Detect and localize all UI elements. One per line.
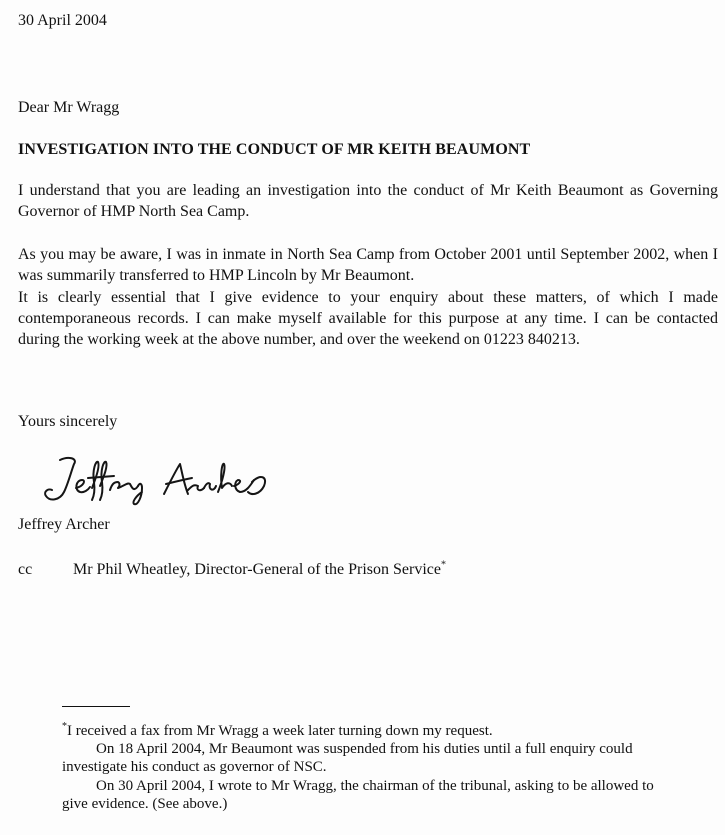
salutation: Dear Mr Wragg	[18, 99, 120, 116]
cc-label: cc	[18, 561, 33, 578]
signer-name: Jeffrey Archer	[18, 516, 110, 533]
letter-date: 30 April 2004	[18, 12, 107, 29]
footnote-marker: *	[441, 559, 447, 571]
handwritten-signature	[38, 452, 278, 508]
paragraph-1: I understand that you are leading an investigation into the conduct of Mr Keith Beaumont as Governing Governor of HMP North Sea Camp.	[18, 182, 718, 220]
footnote-line-1	[62, 718, 662, 740]
footnote-divider	[62, 706, 130, 707]
footnote-text-1: I received a fax from Mr Wragg a week later turning down my request.	[67, 723, 493, 739]
footnote-asterisk: *	[62, 721, 67, 732]
footnote-line-2: On 18 April 2004, Mr Beaumont was suspended from his duties until a full enquiry could investigate his conduct as governor of NSC.	[62, 741, 633, 775]
letter-heading: INVESTIGATION INTO THE CONDUCT OF MR KEITH BEAUMONT	[18, 141, 531, 158]
footnote-line-3: On 30 April 2004, I wrote to Mr Wragg, the chairman of the tribunal, asking to be allowed to give evidence. (See above.)	[62, 778, 654, 812]
paragraph-2: As you may be aware, I was in inmate in North Sea Camp from October 2001 until September 2002, when I was summarily transferred to HMP Lincoln by Mr Beaumont.	[18, 246, 718, 284]
cc-recipient	[73, 559, 446, 580]
cc-recipient-text: Mr Phil Wheatley, Director-General of the Prison Service	[73, 561, 442, 578]
closing: Yours sincerely	[18, 413, 118, 430]
paragraph-3: It is clearly essential that I give evidence to your enquiry about these matters, of which I made contemporaneous records. I can make myself available for this purpose at any time. I can be contacted during the working week at the above number, and over the weekend on 01223 840213.	[18, 289, 718, 348]
